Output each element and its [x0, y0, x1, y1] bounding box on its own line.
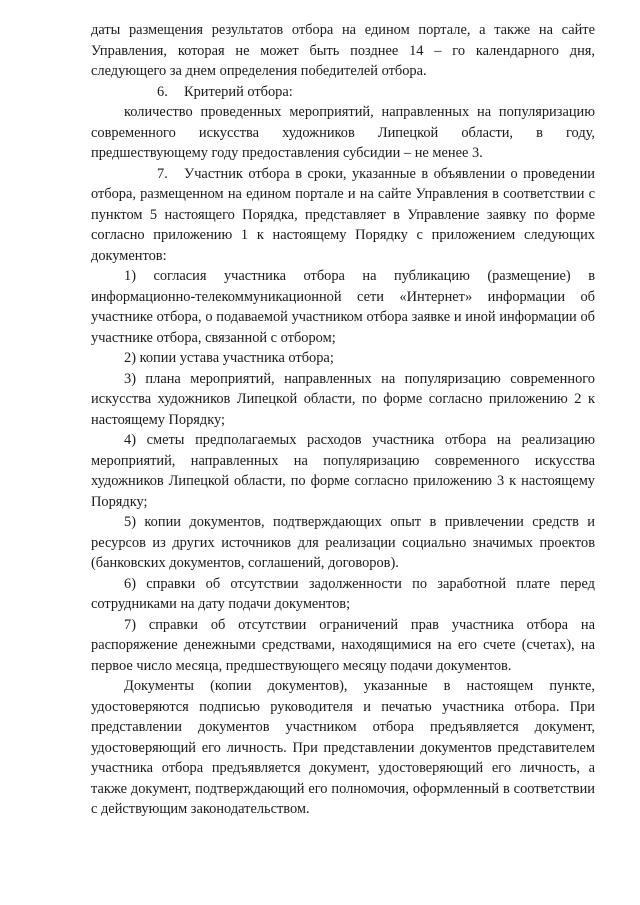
- list-item: 3) плана мероприятий, направленных на популяризацию современного искусства художников Липецкой области, по форме согласно приложению 2 к настоящему Порядку;: [91, 370, 595, 428]
- list-item: 6) справки об отсутствии задолженности по заработной плате перед сотрудниками на дату подачи документов;: [91, 575, 595, 612]
- numbered-paragraph: [91, 164, 595, 267]
- section-heading: [91, 82, 595, 103]
- section-number: 7.: [157, 165, 168, 182]
- section-heading-text: Критерий отбора:: [184, 83, 293, 100]
- paragraph: даты размещения результатов отбора на едином портале, а также на сайте Управления, которая не может быть позднее 14 – го календарного дня, следующего за днем определения победителей отбора.: [91, 22, 595, 79]
- list-item: 2) копии устава участника отбора;: [124, 350, 334, 366]
- paragraph: Документы (копии документов), указанные в настоящем пункте, удостоверяются подписью руководителя и печатью участника отбора. При представлении документов участником отбора предъявляется документ, удостоверяющий его личность. При представлении документов представителем участника отбора предъявляется документ, удостоверяющий его личность, а также документ, подтверждающий его полномочия, оформленный в соответствии с действующим законодательством.: [91, 678, 595, 817]
- section-number: 6.: [157, 83, 168, 100]
- list-item: 4) сметы предполагаемых расходов участника отбора на реализацию мероприятий, направленных на популяризацию современного искусства художников Липецкой области, по форме согласно приложению 3 к настоящему Порядку;: [91, 432, 595, 510]
- list-item: 5) копии документов, подтверждающих опыт в привлечении средств и ресурсов из других источников для реализации социально значимых проектов (банковских документов, соглашений, договоров).: [91, 514, 595, 571]
- list-item: 1) согласия участника отбора на публикацию (размещение) в информационно-телекоммуникационной сети «Интернет» информации об участнике отбора, о подаваемой участником отбора заявке и иной информации об участнике отбора, связанной с отбором;: [91, 268, 595, 346]
- document-body: [91, 20, 595, 820]
- paragraph: количество проведенных мероприятий, направленных на популяризацию современного искусства художников Липецкой области, в году, предшествующему году предоставления субсидии – не менее 3.: [91, 104, 595, 161]
- paragraph-text: Участник отбора в сроки, указанные в объявлении о проведении отбора, размещенном на едином портале и на сайте Управления в соответствии с пунктом 5 настоящего Порядка, представляет в Управление заявку по форме согласно приложению 1 к настоящему Порядку с приложением следующих документов:: [91, 165, 595, 264]
- list-item: 7) справки об отсутствии ограничений прав участника отбора на распоряжение денежными средствами, находящимися на его счете (счетах), на первое число месяца, предшествующего месяцу подачи документов.: [91, 616, 595, 674]
